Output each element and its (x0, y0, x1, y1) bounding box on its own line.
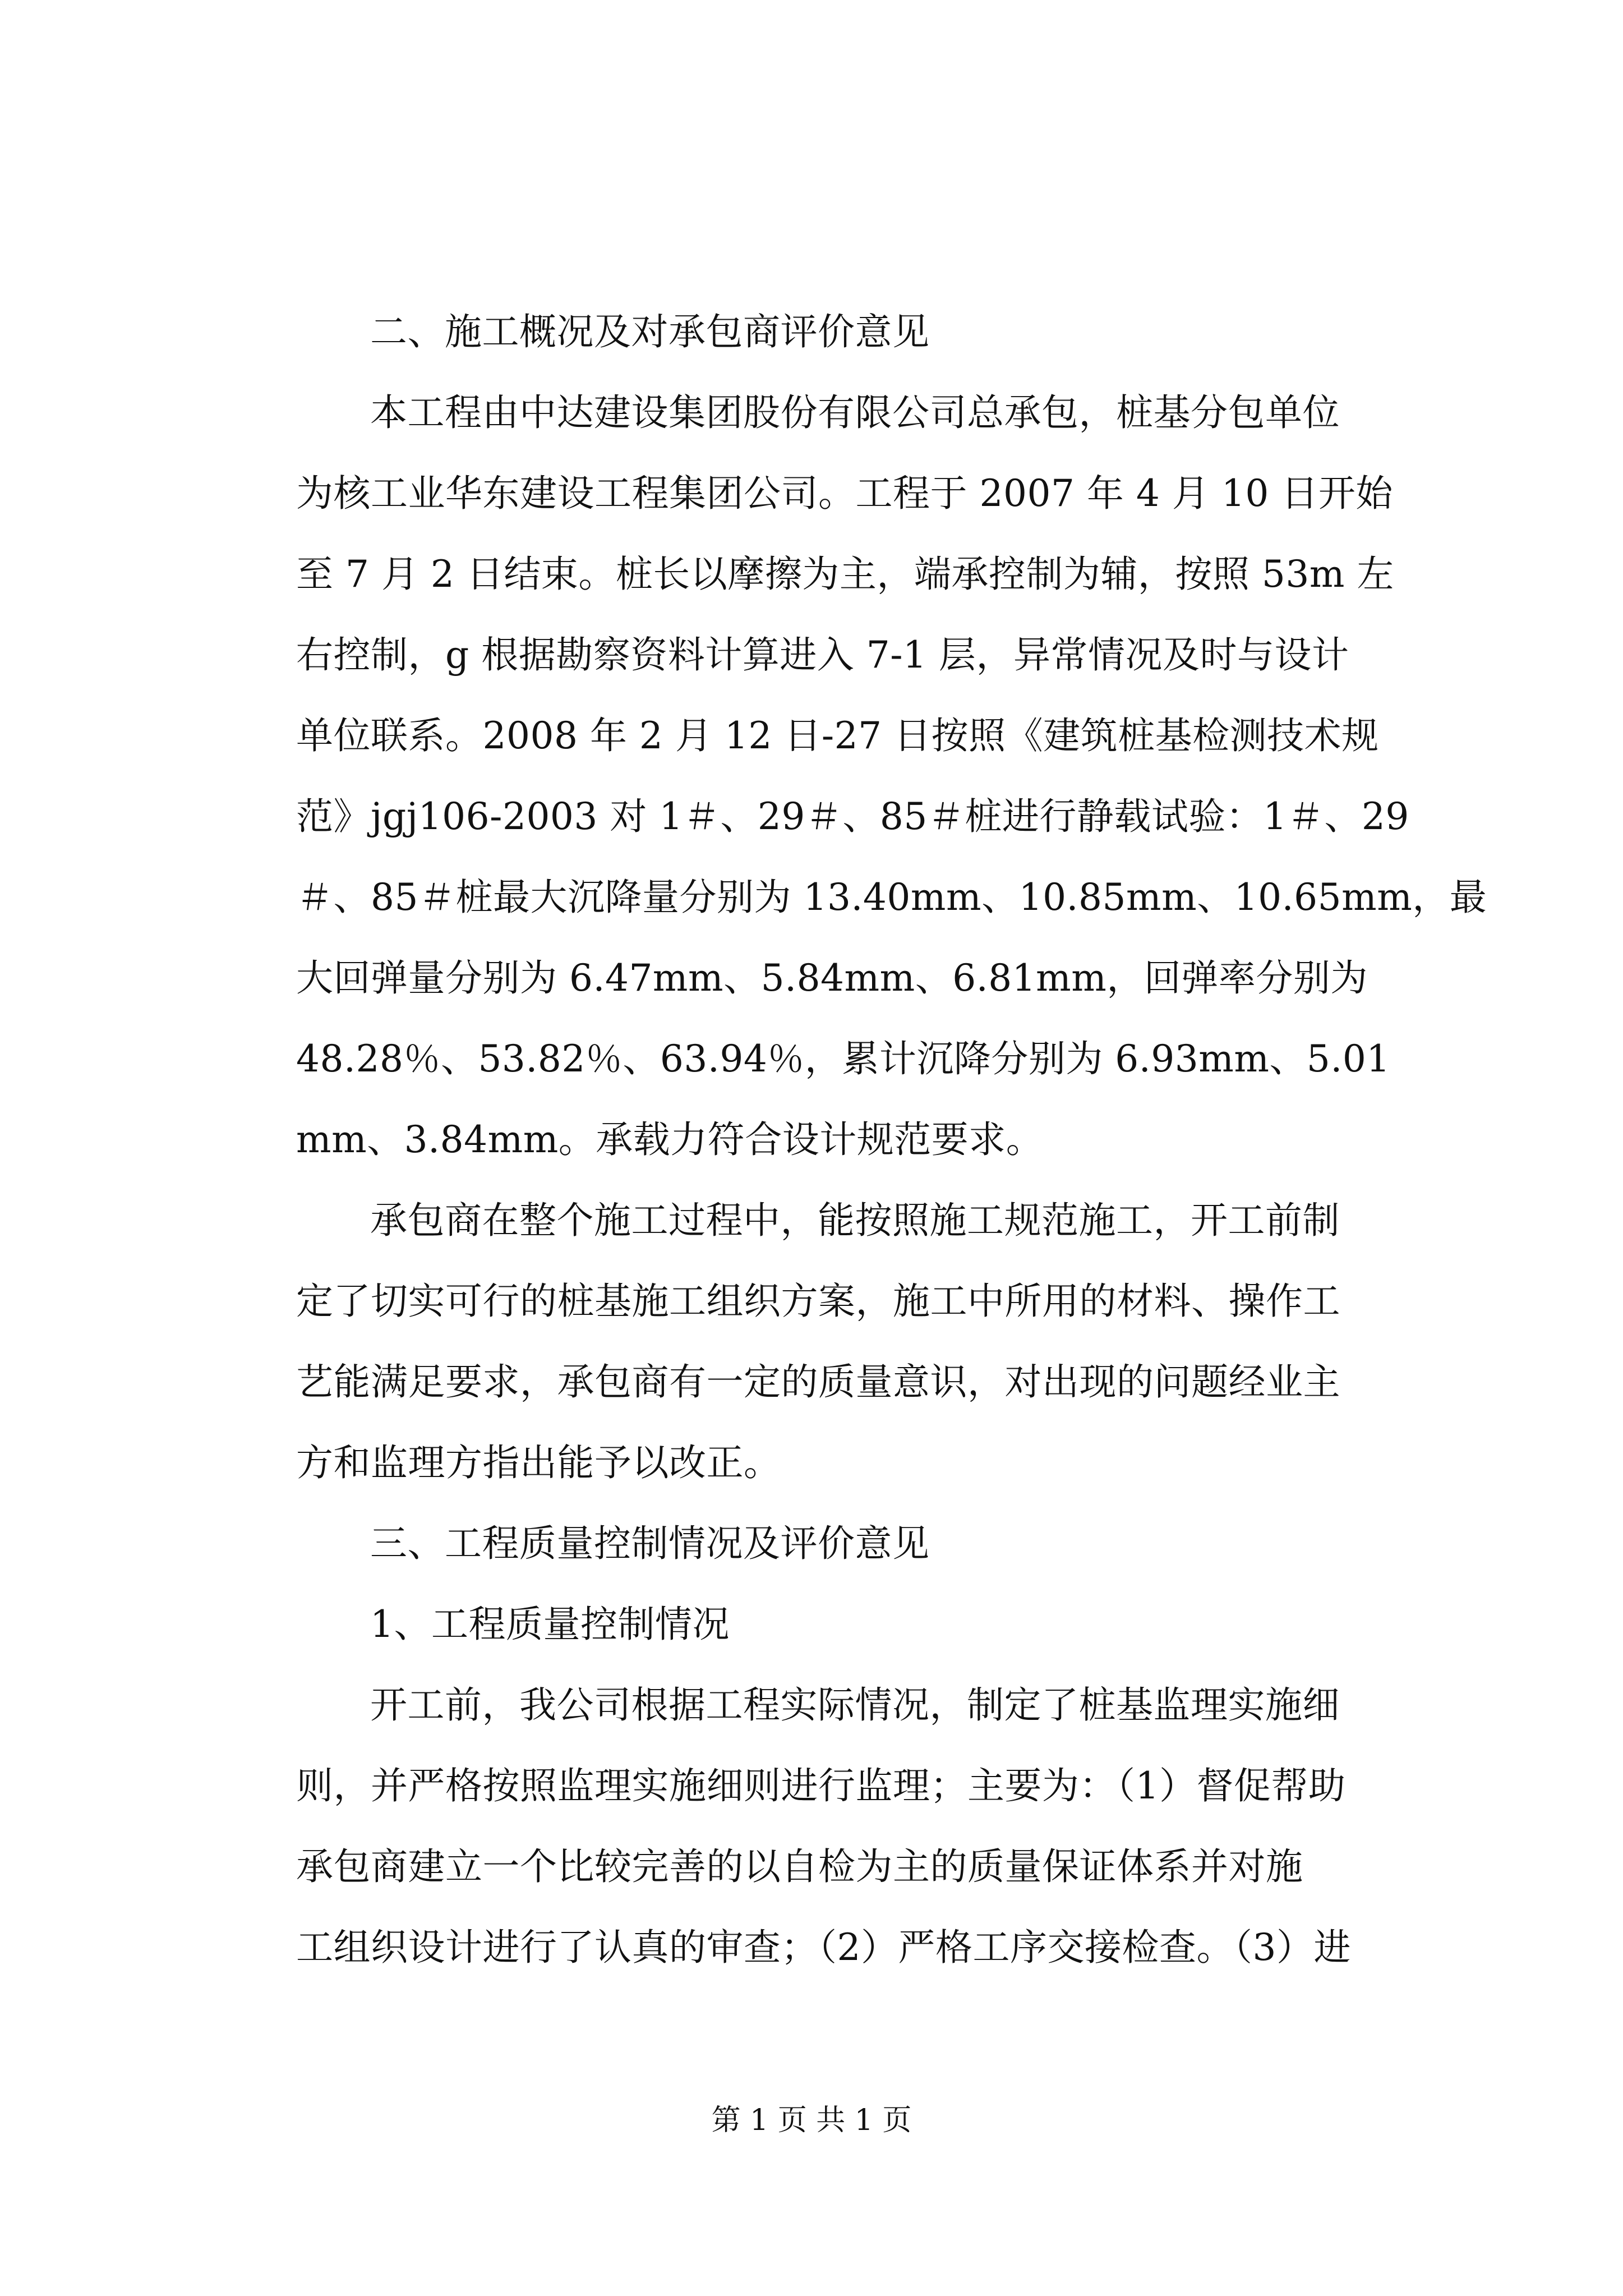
text-line: 工组织设计进行了认真的审查；（2）严格工序交接检查。（3）进 (296, 1926, 1351, 1969)
text-line: 48.28％、53.82％、63.94％，累计沉降分别为 6.93mm、5.01 (296, 1037, 1390, 1080)
section-heading: 三、工程质量控制情况及评价意见 (370, 1522, 930, 1565)
text-line: 本工程由中达建设集团股份有限公司总承包，桩基分包单位 (370, 391, 1340, 434)
text-line: ＃、85＃桩最大沉降量分别为 13.40mm、10.85mm、10.65mm，最 (296, 876, 1487, 919)
page-number-footer: 第 1 页 共 1 页 (711, 2104, 912, 2137)
text-line: 单位联系。2008 年 2 月 12 日-27 日按照《建筑桩基检测技术规 (296, 714, 1379, 757)
text-line: 开工前，我公司根据工程实际情况，制定了桩基监理实施细 (370, 1683, 1340, 1727)
text-line: 为核工业华东建设工程集团公司。工程于 2007 年 4 月 10 日开始 (296, 472, 1393, 515)
paragraph (296, 1180, 1412, 1503)
document-body (296, 292, 1487, 1988)
paragraph (296, 372, 1487, 1180)
paragraph (296, 1665, 1412, 1988)
text-line: 定了切实可行的桩基施工组织方案，施工中所用的材料、操作工 (296, 1280, 1340, 1323)
section-heading: 二、施工概况及对承包商评价意见 (370, 310, 930, 353)
text-line: mm、3.84mm。承载力符合设计规范要求。 (296, 1118, 1044, 1161)
text-line: 大回弹量分别为 6.47mm、5.84mm、6.81mm，回弹率分别为 (296, 956, 1368, 1000)
text-line: 承包商建立一个比较完善的以自检为主的质量保证体系并对施 (296, 1845, 1303, 1888)
text-line: 承包商在整个施工过程中，能按照施工规范施工，开工前制 (370, 1199, 1340, 1242)
subsection-heading: 1、工程质量控制情况 (370, 1603, 730, 1646)
text-line: 至 7 月 2 日结束。桩长以摩擦为主，端承控制为辅，按照 53m 左 (296, 553, 1394, 596)
text-line: 范》jgj106-2003 对 1＃、29＃、85＃桩进行静载试验：1＃、29 (296, 795, 1409, 838)
text-line: 右控制，g 根据勘察资料计算进入 7-1 层，异常情况及时与设计 (296, 633, 1349, 677)
text-line: 则，并严格按照监理实施细则进行监理；主要为：（1）督促帮助 (296, 1764, 1346, 1807)
text-line: 方和监理方指出能予以改正。 (296, 1441, 781, 1484)
text-line: 艺能满足要求，承包商有一定的质量意识，对出现的问题经业主 (296, 1360, 1340, 1404)
